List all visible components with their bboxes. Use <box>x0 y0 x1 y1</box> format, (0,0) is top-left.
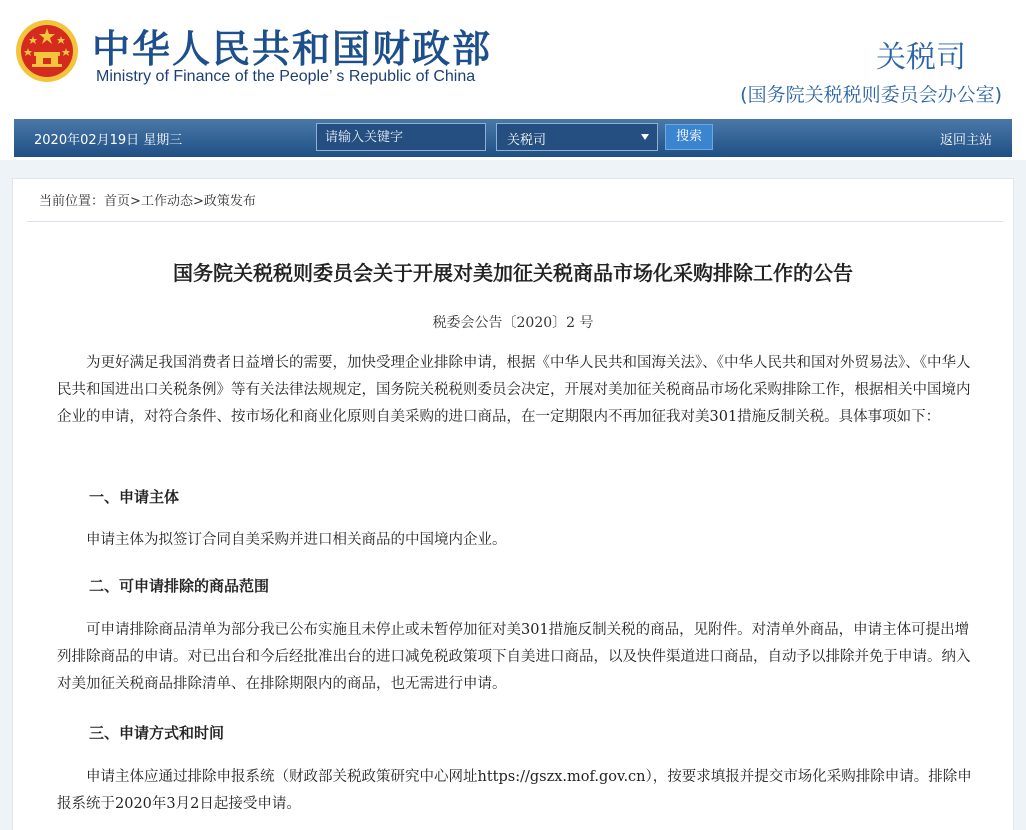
breadcrumb-prefix: 当前位置： <box>39 194 105 209</box>
breadcrumb-separator: > <box>192 194 204 209</box>
department-subtitle: (国务院关税税则委员会办公室) <box>740 84 1002 106</box>
section-heading-method: 三、申请方式和时间 <box>89 724 225 742</box>
article-title: 国务院关税税则委员会关于开展对美加征关税商品市场化采购排除工作的公告 <box>173 261 853 285</box>
article-container <box>12 178 1014 830</box>
department-name: 关税司 <box>876 40 966 75</box>
ministry-name-cn: 中华人民共和国财政部 <box>92 27 493 71</box>
search-input[interactable] <box>316 123 486 151</box>
intro-paragraph: 为更好满足我国消费者日益增长的需要，加快受理企业排除申请，根据《中华人民共和国海关法》、《中华人民共和国对外贸易法》、《中华人民共和国进出口关税条例》等有关法律法规规定，国务院关税税则委员会决定，开展对美加征关税商品市场化采购排除工作，根据相关中国境内企业的申请，对符合条件、按市场化和商业化原则自美采购的进口商品，在一定期限内不再加征我对美301措施反制关税。具体事项如下： <box>57 355 971 425</box>
section-select-value: 关税司 <box>507 133 547 148</box>
section-body-scope: 可申请排除商品清单为部分我已公布实施且未停止或未暂停加征对美301措施反制关税的商品，见附件。对清单外商品，申请主体可提出增列排除商品的申请。对已出台和今后经批准出台的进口减免税政策项下自美进口商品，以及快件渠道进口商品，自动予以排除并免于申请。纳入对美加征关税商品排除清单、在排除期限内的商品，也无需进行申请。 <box>57 622 971 692</box>
breadcrumb-item-home[interactable]: 首页 <box>104 194 131 209</box>
site-header <box>0 0 1026 118</box>
section-select[interactable] <box>496 123 658 151</box>
breadcrumb <box>27 179 1003 222</box>
chevron-down-icon <box>641 134 649 140</box>
section-body-method: 申请主体应通过排除申报系统（财政部关税政策研究中心网址https://gszx.mof.gov.cn），按要求填报并提交市场化采购排除申请。排除申报系统于2020年3月2日起接受申请。 <box>57 769 972 812</box>
breadcrumb-item-policy-release[interactable]: 政策发布 <box>203 194 256 209</box>
section-body-applicant: 申请主体为拟签订合同自美采购并进口相关商品的中国境内企业。 <box>86 532 507 548</box>
search-button[interactable]: 搜索 <box>665 124 713 150</box>
section-heading-applicant: 一、申请主体 <box>89 488 180 506</box>
national-emblem-icon <box>14 18 80 84</box>
section-heading-scope: 二、可申请排除的商品范围 <box>89 577 270 595</box>
ministry-name-en: Ministry of Finance of the People’ s Republic of China <box>96 68 476 85</box>
nav-bar <box>14 119 1012 157</box>
breadcrumb-item-work-news[interactable]: 工作动态 <box>140 194 193 209</box>
current-date: 2020年02月19日 星期三 <box>34 133 183 148</box>
return-home-link[interactable]: 返回主站 <box>939 133 992 148</box>
breadcrumb-separator: > <box>130 194 141 209</box>
announcement-number: 税委会公告〔2020〕2 号 <box>432 315 594 331</box>
